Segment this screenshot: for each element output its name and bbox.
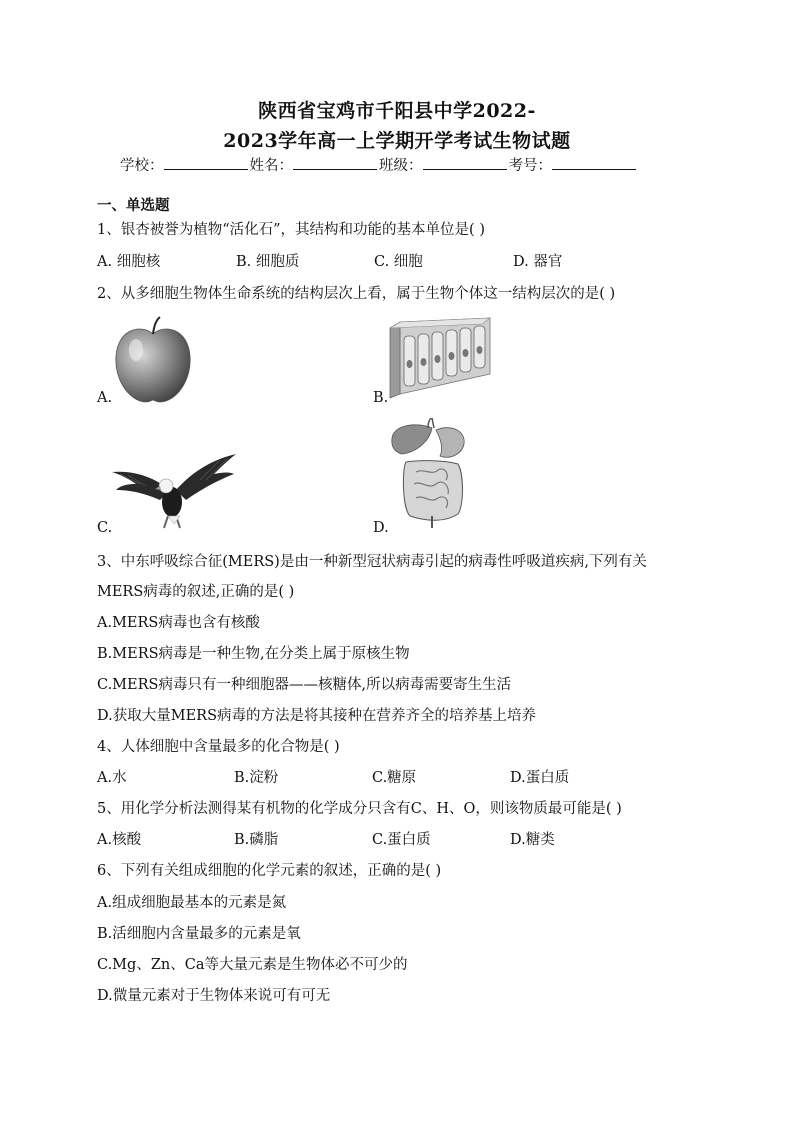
q5-option-b[interactable]: B.磷脂 bbox=[234, 832, 279, 848]
question-6: 6、下列有关组成细胞的化学元素的叙述，正确的是( ) bbox=[97, 863, 442, 879]
q4-option-a[interactable]: A.水 bbox=[97, 770, 127, 786]
digestive-system-image[interactable] bbox=[388, 418, 482, 528]
q3-option-d[interactable]: D.获取大量MERS病毒的方法是将其接种在营养齐全的培养基上培养 bbox=[97, 708, 536, 724]
question-4: 4、人体细胞中含量最多的化合物是( ) bbox=[97, 739, 340, 755]
class-label: 班级： bbox=[379, 158, 423, 174]
q1-option-a[interactable]: A. 细胞核 bbox=[97, 254, 161, 270]
q2-option-b[interactable]: B. bbox=[373, 390, 389, 406]
question-5: 5、用化学分析法测得某有机物的化学成分只含有C、H、O，则该物质最可能是( ) bbox=[97, 801, 622, 817]
q4-option-b[interactable]: B.淀粉 bbox=[234, 770, 279, 786]
q1-option-c[interactable]: C. 细胞 bbox=[374, 254, 423, 270]
q6-option-b[interactable]: B.活细胞内含量最多的元素是氧 bbox=[97, 926, 301, 942]
q4-option-d[interactable]: D.蛋白质 bbox=[510, 770, 570, 786]
q3-option-c[interactable]: C.MERS病毒只有一种细胞器——核糖体,所以病毒需要寄生生活 bbox=[97, 677, 512, 693]
q6-option-a[interactable]: A.组成细胞最基本的元素是氮 bbox=[97, 895, 287, 911]
exam-title-line-2: 2023学年高一上学期开学考试生物试题 bbox=[223, 130, 571, 152]
q6-option-d[interactable]: D.微量元素对于生物体来说可有可无 bbox=[97, 988, 331, 1004]
q5-option-d[interactable]: D.糖类 bbox=[510, 832, 555, 848]
question-2: 2、从多细胞生物体生命系统的结构层次上看，属于生物个体这一结构层次的是( ) bbox=[97, 286, 616, 302]
q3-option-a[interactable]: A.MERS病毒也含有核酸 bbox=[97, 615, 260, 631]
q1-option-d[interactable]: D. 器官 bbox=[513, 254, 563, 270]
name-label: 姓名： bbox=[249, 158, 293, 174]
q5-option-c[interactable]: C.蛋白质 bbox=[372, 832, 431, 848]
exam-number-label: 考号： bbox=[508, 158, 552, 174]
tissue-image[interactable] bbox=[386, 314, 494, 402]
school-label: 学校： bbox=[120, 158, 164, 174]
student-info-row bbox=[120, 154, 638, 175]
q1-option-b[interactable]: B. 细胞质 bbox=[236, 254, 300, 270]
question-3-line-1: 3、中东呼吸综合征(MERS)是由一种新型冠状病毒引起的病毒性呼吸道疾病,下列有关 bbox=[97, 554, 647, 570]
q2-option-a[interactable]: A. bbox=[97, 390, 113, 406]
q3-option-b[interactable]: B.MERS病毒是一种生物,在分类上属于原核生物 bbox=[97, 646, 410, 662]
q6-option-c[interactable]: C.Mg、Zn、Ca等大量元素是生物体必不可少的 bbox=[97, 957, 408, 973]
class-blank[interactable] bbox=[423, 155, 507, 170]
q5-option-a[interactable]: A.核酸 bbox=[97, 832, 142, 848]
name-blank[interactable] bbox=[293, 155, 377, 170]
eagle-image[interactable] bbox=[110, 450, 238, 534]
q2-option-c[interactable]: C. bbox=[97, 520, 113, 536]
q4-option-c[interactable]: C.糖原 bbox=[372, 770, 417, 786]
question-3-line-2: MERS病毒的叙述,正确的是( ) bbox=[97, 584, 295, 600]
school-blank[interactable] bbox=[164, 155, 248, 170]
question-1: 1、银杏被誉为植物“活化石”，其结构和功能的基本单位是( ) bbox=[97, 222, 485, 238]
apple-image[interactable] bbox=[112, 316, 194, 404]
exam-title-line-1: 陕西省宝鸡市千阳县中学2022- bbox=[258, 100, 536, 122]
q2-option-d[interactable]: D. bbox=[373, 520, 389, 536]
exam-number-blank[interactable] bbox=[552, 155, 636, 170]
section-title: 一、单选题 bbox=[97, 197, 170, 214]
